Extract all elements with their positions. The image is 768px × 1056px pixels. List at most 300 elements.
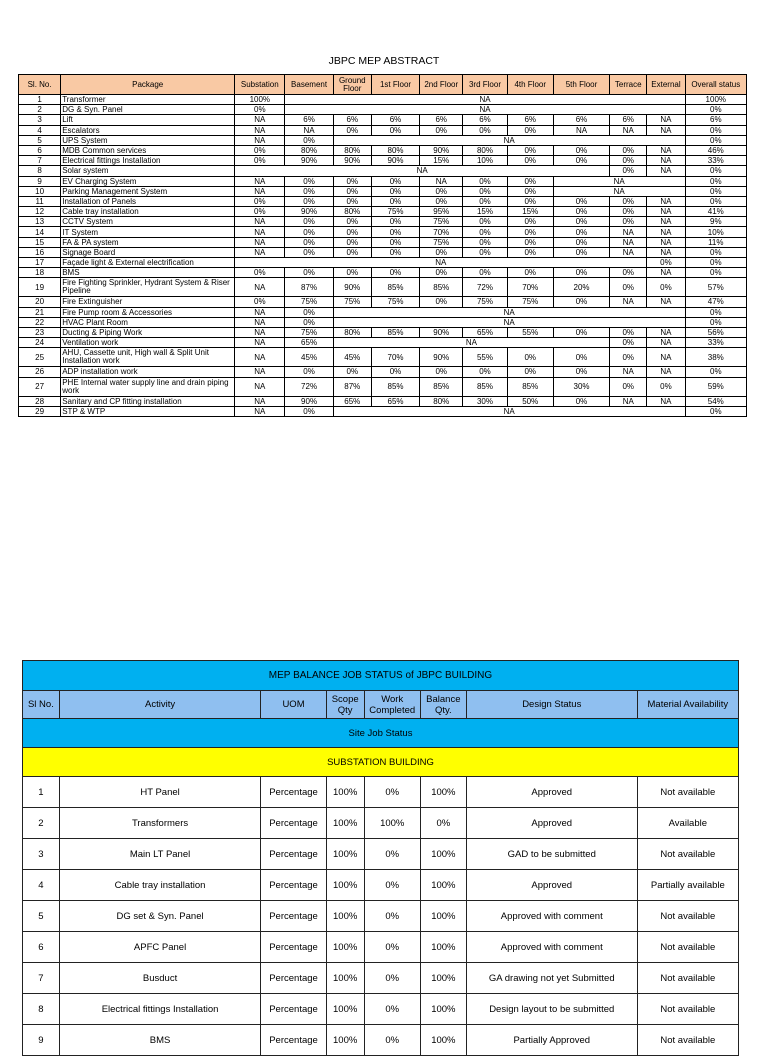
abstract-cell: 0% [285, 268, 333, 278]
abstract-sl-no: 20 [19, 297, 61, 307]
abstract-cell: NA [647, 237, 685, 247]
status-cell: 100% [420, 901, 466, 932]
abstract-row [19, 317, 747, 327]
abstract-cell: NA [285, 125, 333, 135]
abstract-col-header: 4th Floor [507, 75, 553, 95]
abstract-cell: 0% [371, 125, 419, 135]
abstract-overall-status: 38% [685, 348, 746, 367]
abstract-cell: NA [647, 156, 685, 166]
abstract-cell: 0% [420, 247, 463, 257]
abstract-sl-no: 17 [19, 258, 61, 268]
status-cell: 100% [326, 963, 364, 994]
abstract-cell: NA [553, 125, 609, 135]
abstract-overall-status: 56% [685, 327, 746, 337]
abstract-cell: 0% [235, 268, 285, 278]
abstract-cell: NA [647, 348, 685, 367]
abstract-cell: 0% [647, 377, 685, 396]
status-cell: 0% [364, 870, 420, 901]
abstract-package: Parking Management System [61, 186, 235, 196]
abstract-cell: 20% [553, 278, 609, 297]
abstract-row [19, 176, 747, 186]
abstract-overall-status: 10% [685, 227, 746, 237]
abstract-cell: 0% [235, 156, 285, 166]
abstract-cell: 0% [507, 156, 553, 166]
abstract-package: Electrical fittings Installation [61, 156, 235, 166]
status-cell: Electrical fittings Installation [59, 994, 260, 1025]
status-cell: Percentage [261, 901, 326, 932]
abstract-cell: 0% [610, 217, 647, 227]
abstract-col-header: Ground Floor [333, 75, 371, 95]
abstract-row [19, 166, 747, 176]
abstract-row [19, 95, 747, 105]
abstract-cell: 80% [333, 327, 371, 337]
abstract-cell: 0% [420, 297, 463, 307]
abstract-cell: 70% [371, 348, 419, 367]
abstract-package: Escalators [61, 125, 235, 135]
abstract-row [19, 125, 747, 135]
status-row [23, 870, 739, 901]
abstract-cell: 87% [285, 278, 333, 297]
abstract-overall-status: 9% [685, 217, 746, 227]
status-cell: 0% [420, 808, 466, 839]
abstract-overall-status: 0% [685, 186, 746, 196]
abstract-sl-no: 11 [19, 196, 61, 206]
abstract-row [19, 258, 747, 268]
abstract-cell: 75% [285, 297, 333, 307]
abstract-cell: 0% [285, 406, 333, 416]
abstract-cell: 65% [333, 396, 371, 406]
abstract-cell: 55% [507, 327, 553, 337]
abstract-cell: 85% [371, 377, 419, 396]
status-col-header: Activity [59, 691, 260, 719]
abstract-cell: NA [610, 367, 647, 377]
abstract-cell: 0% [285, 227, 333, 237]
abstract-cell: 0% [553, 196, 609, 206]
abstract-package: CCTV System [61, 217, 235, 227]
abstract-title: JBPC MEP ABSTRACT [328, 55, 440, 67]
status-title-row [23, 661, 739, 691]
abstract-package: Lift [61, 115, 235, 125]
abstract-cell: 0% [285, 247, 333, 257]
abstract-cell: 0% [610, 348, 647, 367]
abstract-package: AHU, Cassette unit, High wall & Split Unit Installation work [61, 348, 235, 367]
abstract-sl-no: 14 [19, 227, 61, 237]
abstract-cell: 0% [507, 367, 553, 377]
abstract-cell: 0% [610, 278, 647, 297]
site-job-band [23, 719, 739, 748]
status-col-header: Work Completed [364, 691, 420, 719]
abstract-cell: NA [235, 377, 285, 396]
status-cell: 100% [326, 1025, 364, 1056]
abstract-cell: 0% [553, 207, 609, 217]
abstract-overall-status: 0% [685, 258, 746, 268]
abstract-cell: 0% [333, 268, 371, 278]
abstract-cell: NA [647, 196, 685, 206]
abstract-row [19, 196, 747, 206]
abstract-cell: 0% [463, 125, 507, 135]
abstract-overall-status: 0% [685, 317, 746, 327]
abstract-sl-no: 15 [19, 237, 61, 247]
status-col-header: Design Status [466, 691, 637, 719]
abstract-cell: 6% [507, 115, 553, 125]
status-cell: Partially available [637, 870, 738, 901]
abstract-overall-status: 0% [685, 135, 746, 145]
abstract-col-header: 1st Floor [371, 75, 419, 95]
abstract-sl-no: 1 [19, 95, 61, 105]
abstract-cell: NA [235, 227, 285, 237]
abstract-cell: 0% [507, 145, 553, 155]
abstract-cell: 75% [420, 237, 463, 247]
abstract-package: Ventilation work [61, 338, 235, 348]
abstract-cell: 75% [507, 297, 553, 307]
abstract-cell: NA [235, 176, 285, 186]
abstract-cell: NA [235, 125, 285, 135]
abstract-sl-no: 7 [19, 156, 61, 166]
abstract-cell: NA [333, 307, 685, 317]
abstract-overall-status: 33% [685, 156, 746, 166]
abstract-cell: NA [235, 367, 285, 377]
abstract-overall-status: 57% [685, 278, 746, 297]
status-cell: DG set & Syn. Panel [59, 901, 260, 932]
abstract-row [19, 145, 747, 155]
abstract-package: Fire Pump room & Accessories [61, 307, 235, 317]
abstract-cell: 0% [333, 196, 371, 206]
abstract-cell: NA [647, 338, 685, 348]
abstract-cell: 0% [507, 348, 553, 367]
status-cell: 100% [420, 963, 466, 994]
abstract-overall-status: 54% [685, 396, 746, 406]
status-cell: 7 [23, 963, 60, 994]
abstract-cell: 90% [420, 145, 463, 155]
status-cell: 100% [420, 870, 466, 901]
abstract-row [19, 186, 747, 196]
abstract-cell: 6% [285, 115, 333, 125]
abstract-cell: 6% [420, 115, 463, 125]
abstract-row [19, 237, 747, 247]
status-cell: Percentage [261, 777, 326, 808]
abstract-cell: 0% [371, 237, 419, 247]
status-row [23, 963, 739, 994]
status-cell: Not available [637, 901, 738, 932]
abstract-cell: 0% [507, 125, 553, 135]
status-cell: Not available [637, 963, 738, 994]
status-row [23, 932, 739, 963]
abstract-cell: NA [647, 145, 685, 155]
status-cell: Available [637, 808, 738, 839]
abstract-cell: 0% [420, 268, 463, 278]
abstract-col-header: Terrace [610, 75, 647, 95]
abstract-sl-no: 5 [19, 135, 61, 145]
abstract-cell: 0% [463, 217, 507, 227]
abstract-sl-no: 28 [19, 396, 61, 406]
status-row [23, 1025, 739, 1056]
abstract-cell: NA [647, 207, 685, 217]
status-cell: Not available [637, 994, 738, 1025]
abstract-overall-status: 0% [685, 268, 746, 278]
mep-abstract-table [18, 74, 747, 417]
abstract-cell: NA [235, 186, 285, 196]
status-cell: 0% [364, 1025, 420, 1056]
abstract-cell: 95% [420, 207, 463, 217]
status-cell: Percentage [261, 808, 326, 839]
abstract-package: Signage Board [61, 247, 235, 257]
abstract-cell: 0% [647, 258, 685, 268]
abstract-cell: NA [235, 258, 647, 268]
abstract-overall-status: 47% [685, 297, 746, 307]
abstract-package: PHE Internal water supply line and drain piping work [61, 377, 235, 396]
abstract-cell: 0% [553, 348, 609, 367]
abstract-sl-no: 21 [19, 307, 61, 317]
abstract-row [19, 406, 747, 416]
abstract-cell: 0% [235, 207, 285, 217]
status-cell: Approved [466, 870, 637, 901]
abstract-cell: 0% [553, 217, 609, 227]
status-cell: Percentage [261, 963, 326, 994]
status-cell: 100% [420, 1025, 466, 1056]
abstract-cell: 0% [553, 396, 609, 406]
abstract-cell: 45% [333, 348, 371, 367]
abstract-row [19, 207, 747, 217]
abstract-cell: 0% [507, 196, 553, 206]
abstract-sl-no: 2 [19, 105, 61, 115]
abstract-cell: 0% [333, 176, 371, 186]
abstract-cell: 0% [610, 338, 647, 348]
abstract-cell: 0% [507, 227, 553, 237]
abstract-cell: 0% [371, 367, 419, 377]
abstract-row [19, 278, 747, 297]
abstract-package: Ducting & Piping Work [61, 327, 235, 337]
abstract-cell: 90% [285, 396, 333, 406]
status-cell: 100% [326, 870, 364, 901]
abstract-cell: 0% [371, 247, 419, 257]
abstract-cell: 0% [235, 145, 285, 155]
abstract-cell: NA [235, 307, 285, 317]
status-cell: 8 [23, 994, 60, 1025]
status-col-header: Scope Qty [326, 691, 364, 719]
abstract-cell: 0% [610, 166, 647, 176]
abstract-cell: 0% [371, 196, 419, 206]
abstract-cell: 50% [507, 396, 553, 406]
abstract-sl-no: 12 [19, 207, 61, 217]
abstract-cell: 0% [553, 156, 609, 166]
abstract-col-header: Sl. No. [19, 75, 61, 95]
status-cell: 100% [420, 839, 466, 870]
abstract-cell: 0% [285, 217, 333, 227]
abstract-sl-no: 6 [19, 145, 61, 155]
abstract-cell: 0% [333, 237, 371, 247]
abstract-cell: 90% [285, 207, 333, 217]
abstract-overall-status: 0% [685, 367, 746, 377]
abstract-package: Sanitary and CP fitting installation [61, 396, 235, 406]
abstract-cell: 0% [553, 268, 609, 278]
abstract-header-row [19, 75, 747, 95]
status-cell: Design layout to be submitted [466, 994, 637, 1025]
abstract-overall-status: 0% [685, 166, 746, 176]
abstract-cell: 0% [610, 268, 647, 278]
abstract-cell: 0% [507, 186, 553, 196]
abstract-cell: 80% [333, 207, 371, 217]
substation-band [23, 748, 739, 777]
abstract-package: Transformer [61, 95, 235, 105]
abstract-cell: 6% [333, 115, 371, 125]
status-cell: Approved with comment [466, 932, 637, 963]
abstract-sl-no: 9 [19, 176, 61, 186]
abstract-cell: NA [235, 115, 285, 125]
abstract-cell: 72% [463, 278, 507, 297]
status-cell: 100% [326, 932, 364, 963]
abstract-cell: 0% [371, 268, 419, 278]
abstract-cell: NA [610, 237, 647, 247]
status-cell: 0% [364, 963, 420, 994]
abstract-cell: NA [610, 125, 647, 135]
abstract-cell: NA [647, 268, 685, 278]
abstract-overall-status: 0% [685, 105, 746, 115]
status-header-row [23, 691, 739, 719]
abstract-cell: 90% [285, 156, 333, 166]
abstract-row [19, 115, 747, 125]
abstract-cell: NA [647, 166, 685, 176]
status-cell: Not available [637, 777, 738, 808]
abstract-row [19, 327, 747, 337]
abstract-cell: 0% [420, 367, 463, 377]
status-cell: Cable tray installation [59, 870, 260, 901]
abstract-cell: NA [333, 406, 685, 416]
abstract-package: Fire Fighting Sprinkler, Hydrant System & Riser Pipeline [61, 278, 235, 297]
abstract-cell: 0% [463, 247, 507, 257]
abstract-cell: 0% [371, 217, 419, 227]
abstract-cell: 87% [333, 377, 371, 396]
balance-job-status-table [22, 660, 739, 1056]
abstract-cell: 6% [463, 115, 507, 125]
abstract-cell: 85% [371, 327, 419, 337]
status-cell: 100% [326, 901, 364, 932]
status-col-header: UOM [261, 691, 326, 719]
abstract-row [19, 217, 747, 227]
abstract-cell: 65% [463, 327, 507, 337]
status-cell: 0% [364, 994, 420, 1025]
abstract-sl-no: 4 [19, 125, 61, 135]
abstract-cell: 0% [507, 237, 553, 247]
abstract-row [19, 297, 747, 307]
status-cell: 100% [326, 808, 364, 839]
abstract-package: Installation of Panels [61, 196, 235, 206]
abstract-col-header: Package [61, 75, 235, 95]
abstract-cell: 75% [285, 327, 333, 337]
status-cell: Percentage [261, 870, 326, 901]
abstract-cell: 6% [371, 115, 419, 125]
abstract-cell: 0% [285, 307, 333, 317]
abstract-cell: NA [610, 396, 647, 406]
abstract-cell: 0% [333, 367, 371, 377]
status-cell: 5 [23, 901, 60, 932]
abstract-sl-no: 19 [19, 278, 61, 297]
status-cell: Approved [466, 808, 637, 839]
abstract-cell: NA [647, 297, 685, 307]
abstract-row [19, 227, 747, 237]
abstract-overall-status: 0% [685, 196, 746, 206]
abstract-cell: 0% [553, 297, 609, 307]
abstract-overall-status: 59% [685, 377, 746, 396]
abstract-sl-no: 29 [19, 406, 61, 416]
abstract-cell: NA [610, 227, 647, 237]
abstract-cell: 0% [463, 186, 507, 196]
abstract-cell: 0% [333, 217, 371, 227]
abstract-cell: 0% [285, 196, 333, 206]
status-cell: 0% [364, 839, 420, 870]
abstract-cell: 55% [463, 348, 507, 367]
abstract-cell: 0% [285, 237, 333, 247]
abstract-cell: 90% [420, 327, 463, 337]
status-col-header: Sl No. [23, 691, 60, 719]
abstract-cell: 0% [235, 105, 285, 115]
abstract-cell: 75% [333, 297, 371, 307]
abstract-cell: 45% [285, 348, 333, 367]
abstract-cell: NA [285, 95, 685, 105]
status-cell: Transformers [59, 808, 260, 839]
abstract-overall-status: 11% [685, 237, 746, 247]
abstract-package: FA & PA system [61, 237, 235, 247]
status-cell: Percentage [261, 932, 326, 963]
abstract-cell: 0% [553, 247, 609, 257]
status-cell: 100% [326, 994, 364, 1025]
status-row [23, 777, 739, 808]
abstract-cell: 80% [420, 396, 463, 406]
abstract-cell: NA [235, 247, 285, 257]
status-cell: Main LT Panel [59, 839, 260, 870]
abstract-sl-no: 18 [19, 268, 61, 278]
abstract-cell: 0% [285, 367, 333, 377]
abstract-cell: NA [235, 166, 610, 176]
status-cell: Not available [637, 839, 738, 870]
abstract-cell: 0% [610, 327, 647, 337]
abstract-cell: 72% [285, 377, 333, 396]
abstract-cell: NA [647, 247, 685, 257]
abstract-package: UPS System [61, 135, 235, 145]
abstract-sl-no: 25 [19, 348, 61, 367]
abstract-overall-status: 0% [685, 247, 746, 257]
abstract-cell: 0% [420, 196, 463, 206]
abstract-cell: 0% [371, 176, 419, 186]
abstract-cell: 85% [507, 377, 553, 396]
abstract-package: DG & Syn. Panel [61, 105, 235, 115]
abstract-cell: NA [610, 247, 647, 257]
abstract-cell: NA [553, 176, 685, 186]
status-cell: Percentage [261, 839, 326, 870]
abstract-package: EV Charging System [61, 176, 235, 186]
abstract-cell: 65% [371, 396, 419, 406]
status-cell: Partially Approved [466, 1025, 637, 1056]
abstract-cell: 15% [463, 207, 507, 217]
status-cell: 1 [23, 777, 60, 808]
abstract-cell: 65% [285, 338, 333, 348]
abstract-cell: 0% [507, 217, 553, 227]
abstract-cell: 15% [507, 207, 553, 217]
status-cell: Approved with comment [466, 901, 637, 932]
substation-building-label: SUBSTATION BUILDING [23, 748, 739, 777]
abstract-cell: 90% [333, 156, 371, 166]
status-cell: Percentage [261, 1025, 326, 1056]
status-cell: APFC Panel [59, 932, 260, 963]
abstract-cell: 85% [463, 377, 507, 396]
abstract-cell: 0% [333, 125, 371, 135]
abstract-cell: NA [235, 406, 285, 416]
abstract-package: Façade light & External electrification [61, 258, 235, 268]
abstract-cell: 90% [420, 348, 463, 367]
status-cell: 100% [420, 994, 466, 1025]
abstract-cell: NA [333, 317, 685, 327]
abstract-cell: 0% [610, 377, 647, 396]
abstract-col-header: 2nd Floor [420, 75, 463, 95]
